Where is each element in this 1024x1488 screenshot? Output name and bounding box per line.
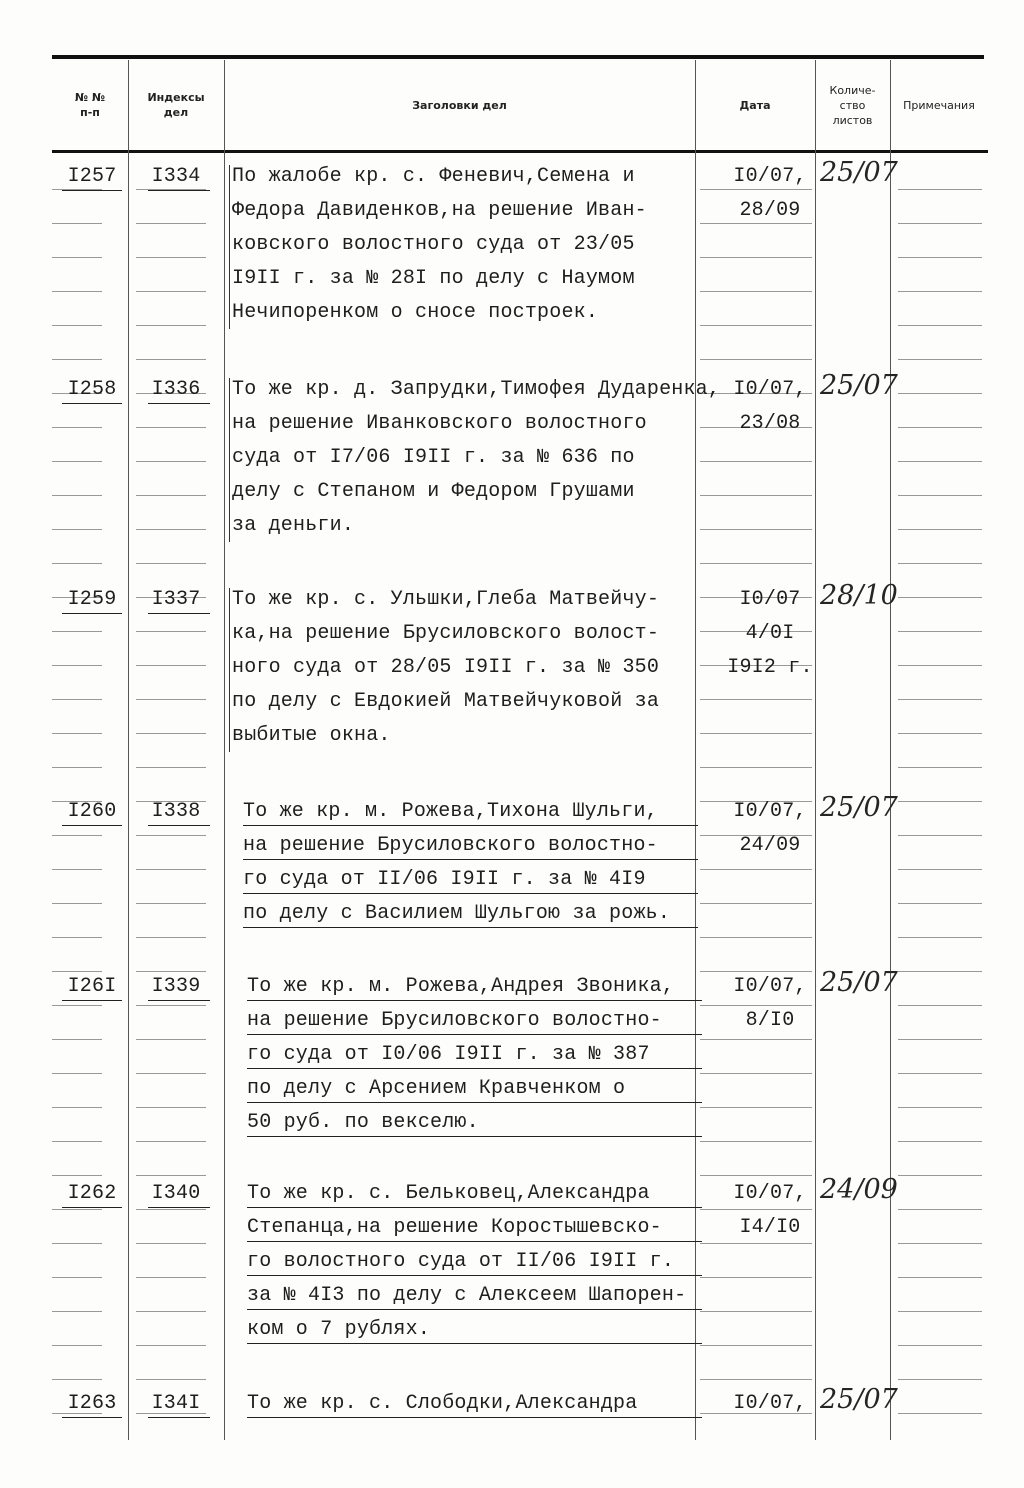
record-sheets: 24/09: [820, 1174, 898, 1205]
ruled-line: [700, 1005, 812, 1006]
ruled-line: [52, 937, 102, 938]
header-top-rule: [52, 55, 984, 59]
ruled-line: [898, 699, 982, 700]
ruled-line: [136, 1311, 206, 1312]
record-title-line: 50 руб. по векселю.: [247, 1111, 479, 1134]
header-index-line: Индексы: [147, 91, 205, 104]
ruled-line: [52, 495, 102, 496]
ruled-line: [898, 427, 982, 428]
ruled-line: [898, 461, 982, 462]
ruled-line: [52, 1073, 102, 1074]
ruled-line: [247, 1343, 702, 1344]
ruled-line: [52, 971, 102, 972]
ruled-line: [898, 1107, 982, 1108]
record-title-line: По жалобе кр. с. Феневич,Семена и: [232, 165, 635, 188]
ruled-line: [52, 631, 102, 632]
record-title-line: суда от I7/06 I9II г. за № 636 по: [232, 446, 635, 469]
record-number: I258: [67, 378, 117, 401]
ruled-line: [136, 1107, 206, 1108]
record-index: I334: [151, 165, 201, 188]
ruled-line: [898, 325, 982, 326]
ruled-line: [52, 1107, 102, 1108]
ruled-line: [898, 529, 982, 530]
ruled-line: [898, 767, 982, 768]
ruled-line: [52, 223, 102, 224]
ruled-line: [898, 733, 982, 734]
ruled-line: [148, 403, 210, 404]
ruled-line: [136, 1005, 206, 1006]
ruled-line: [700, 1175, 812, 1176]
ruled-line: [898, 1277, 982, 1278]
record-title-line: го волостного суда от II/06 I9II г.: [247, 1250, 675, 1273]
ruled-line: [52, 1379, 102, 1380]
record-date-line: 23/08: [739, 412, 801, 435]
ruled-line: [898, 257, 982, 258]
ruled-line: [136, 1277, 206, 1278]
ruled-line: [898, 869, 982, 870]
ruled-line: [136, 937, 206, 938]
ruled-line: [136, 223, 206, 224]
record-date-line: I0/07,: [733, 800, 807, 823]
record-title-line: ка,на решение Брусиловского волост-: [232, 622, 660, 645]
ruled-line: [136, 427, 206, 428]
ruled-line: [52, 1345, 102, 1346]
record-title-line: за деньги.: [232, 514, 355, 537]
ruled-line: [52, 835, 102, 836]
ruled-line: [148, 613, 210, 614]
record-sheets: 25/07: [820, 1384, 898, 1415]
ruled-line: [52, 1311, 102, 1312]
header-sheets: [815, 62, 890, 148]
ruled-line: [52, 427, 102, 428]
record-number: I259: [67, 588, 117, 611]
ruled-line: [62, 403, 122, 404]
ruled-line: [62, 1207, 122, 1208]
ruled-line: [700, 1379, 812, 1380]
header-title-text: Заголовки дел: [412, 98, 507, 112]
ruled-line: [136, 1209, 206, 1210]
ruled-line: [700, 1243, 812, 1244]
header-number: [52, 62, 128, 148]
ruled-line: [898, 1345, 982, 1346]
ruled-line: [136, 1243, 206, 1244]
ruled-line: [898, 291, 982, 292]
ruled-line: [136, 1175, 206, 1176]
record-title-line: Нечипоренком о сносе построек.: [232, 301, 599, 324]
ruled-line: [136, 699, 206, 700]
record-sheets: 25/07: [820, 370, 898, 401]
ruled-line: [136, 1345, 206, 1346]
record-date-line: 8/I0: [745, 1009, 795, 1032]
ruled-line: [62, 1000, 122, 1001]
ruled-line: [898, 835, 982, 836]
ruled-line: [898, 1039, 982, 1040]
ruled-line: [247, 1309, 702, 1310]
ruled-line: [898, 393, 982, 394]
ruled-line: [136, 1039, 206, 1040]
record-date-line: 24/09: [739, 834, 801, 857]
ruled-line: [52, 529, 102, 530]
ruled-line: [52, 903, 102, 904]
ruled-line: [898, 223, 982, 224]
ruled-line: [700, 461, 812, 462]
record-date-line: I0/07,: [733, 165, 807, 188]
ruled-line: [247, 1000, 702, 1001]
record-title-line: Федора Давиденков,на решение Иван-: [232, 199, 647, 222]
ruled-line: [136, 359, 206, 360]
ruled-line: [52, 665, 102, 666]
ruled-line: [52, 1209, 102, 1210]
ruled-line: [136, 767, 206, 768]
header-date-text: Дата: [739, 98, 771, 112]
record-number: I263: [67, 1392, 117, 1415]
ruled-line: [243, 825, 698, 826]
ruled-line: [136, 971, 206, 972]
ruled-line: [898, 1141, 982, 1142]
ruled-line: [700, 1209, 812, 1210]
ruled-line: [52, 733, 102, 734]
record-title-line: выбитые окна.: [232, 724, 391, 747]
ruled-line: [136, 665, 206, 666]
ruled-line: [136, 495, 206, 496]
ruled-line: [62, 1417, 122, 1418]
record-title-line: ного суда от 28/05 I9II г. за № 350: [232, 656, 660, 679]
ruled-line: [700, 257, 812, 258]
record-number: I257: [67, 165, 117, 188]
ruled-line: [136, 869, 206, 870]
title-margin-line: [229, 165, 230, 329]
ruled-line: [136, 529, 206, 530]
ruled-line: [52, 291, 102, 292]
header-number-line: № №: [74, 91, 106, 104]
ruled-line: [898, 1243, 982, 1244]
record-title-line: на решение Брусиловского волостно-: [243, 834, 658, 857]
ruled-line: [136, 903, 206, 904]
ruled-line: [52, 869, 102, 870]
ruled-line: [700, 937, 812, 938]
record-number: I262: [67, 1182, 117, 1205]
ruled-line: [700, 1311, 812, 1312]
ruled-line: [136, 461, 206, 462]
ruled-line: [700, 223, 812, 224]
ruled-line: [52, 563, 102, 564]
ruled-line: [700, 1277, 812, 1278]
header-index-line: дел: [163, 106, 189, 119]
ruled-line: [52, 359, 102, 360]
ruled-line: [136, 1073, 206, 1074]
record-title-line: То же кр. м. Рожева,Андрея Звоника,: [247, 975, 675, 998]
ruled-line: [898, 937, 982, 938]
ruled-line: [243, 927, 698, 928]
ruled-line: [898, 971, 982, 972]
ruled-line: [898, 1073, 982, 1074]
ruled-line: [700, 699, 812, 700]
record-title-line: ком о 7 рублях.: [247, 1318, 431, 1341]
record-number: I260: [67, 800, 117, 823]
ruled-line: [898, 801, 982, 802]
record-sheets: 28/10: [820, 580, 898, 611]
ruled-line: [898, 1311, 982, 1312]
header-title: [224, 62, 695, 148]
record-date-line: 28/09: [739, 199, 801, 222]
record-title-line: за № 4I3 по делу с Алексеем Шапорен-: [247, 1284, 687, 1307]
record-index: I336: [151, 378, 201, 401]
ruled-line: [247, 1102, 702, 1103]
ruled-line: [247, 1068, 702, 1069]
ruled-line: [136, 563, 206, 564]
ruled-line: [700, 495, 812, 496]
ruled-line: [247, 1417, 702, 1418]
ruled-line: [898, 1209, 982, 1210]
record-date-line: I0/07: [739, 588, 801, 611]
ruled-line: [62, 613, 122, 614]
ruled-line: [52, 461, 102, 462]
record-date-line: I0/07,: [733, 1392, 807, 1415]
ruled-line: [52, 1277, 102, 1278]
ruled-line: [700, 903, 812, 904]
record-title-line: на решение Брусиловского волостно-: [247, 1009, 662, 1032]
record-date-line: I0/07,: [733, 975, 807, 998]
ruled-line: [700, 869, 812, 870]
record-index: I34I: [151, 1392, 201, 1415]
ruled-line: [898, 903, 982, 904]
record-title-line: делу с Степаном и Федором Грушами: [232, 480, 635, 503]
ruled-line: [148, 190, 210, 191]
ruled-line: [52, 1039, 102, 1040]
record-sheets: 25/07: [820, 967, 898, 998]
record-sheets: 25/07: [820, 157, 898, 188]
ruled-line: [136, 257, 206, 258]
record-date-line: I0/07,: [733, 378, 807, 401]
record-sheets: 25/07: [820, 792, 898, 823]
record-title-line: То же кр. с. Слободки,Александра: [247, 1392, 638, 1415]
header-notes: [890, 62, 988, 148]
ruled-line: [52, 1005, 102, 1006]
ruled-line: [898, 359, 982, 360]
ruled-line: [700, 733, 812, 734]
ruled-line: [62, 190, 122, 191]
ruled-line: [898, 597, 982, 598]
ruled-line: [898, 1005, 982, 1006]
ruled-line: [247, 1207, 702, 1208]
ruled-line: [700, 1107, 812, 1108]
record-title-line: I9II г. за № 28I по делу с Наумом: [232, 267, 635, 290]
header-index: [128, 62, 224, 148]
header-notes-text: Примечания: [903, 98, 975, 112]
ruled-line: [52, 1243, 102, 1244]
ruled-line: [136, 325, 206, 326]
ruled-line: [136, 733, 206, 734]
record-index: I340: [151, 1182, 201, 1205]
ruled-line: [700, 1039, 812, 1040]
column-separator: [695, 60, 696, 1440]
header-sheets-line: листов: [832, 113, 873, 127]
ruled-line: [136, 1379, 206, 1380]
ruled-line: [148, 1000, 210, 1001]
ruled-line: [700, 1141, 812, 1142]
ruled-line: [700, 767, 812, 768]
record-title-line: То же кр. м. Рожева,Тихона Шульги,: [243, 800, 658, 823]
record-title-line: То же кр. с. Бельковец,Александра: [247, 1182, 650, 1205]
record-title-line: по делу с Арсением Кравченком о: [247, 1077, 626, 1100]
column-separator: [128, 60, 129, 1440]
ruled-line: [52, 1141, 102, 1142]
ruled-line: [700, 563, 812, 564]
header-date: [695, 62, 815, 148]
record-title-line: То же кр. д. Запрудки,Тимофея Дударенка,: [232, 378, 721, 401]
record-date-line: I0/07,: [733, 1182, 807, 1205]
ruled-line: [898, 563, 982, 564]
record-number: I26I: [67, 975, 117, 998]
ruled-line: [898, 1175, 982, 1176]
ruled-line: [148, 825, 210, 826]
record-date-line: I9I2 г.: [727, 656, 813, 679]
header-number-line: п-п: [80, 106, 100, 119]
ruled-line: [898, 631, 982, 632]
ruled-line: [700, 1345, 812, 1346]
ruled-line: [148, 1417, 210, 1418]
ruled-line: [136, 835, 206, 836]
record-title-line: по делу с Евдокией Матвейчуковой за: [232, 690, 660, 713]
record-index: I338: [151, 800, 201, 823]
ruled-line: [700, 189, 812, 190]
header-sheets-line: ство: [839, 98, 866, 112]
ruled-line: [136, 631, 206, 632]
title-margin-line: [229, 378, 230, 542]
record-title-line: го суда от I0/06 I9II г. за № 387: [247, 1043, 650, 1066]
ruled-line: [243, 859, 698, 860]
ruled-line: [148, 1207, 210, 1208]
ruled-line: [52, 699, 102, 700]
ruled-line: [700, 291, 812, 292]
ruled-line: [247, 1275, 702, 1276]
ruled-line: [136, 1141, 206, 1142]
ruled-line: [898, 1413, 982, 1414]
ruled-line: [52, 767, 102, 768]
ruled-line: [136, 291, 206, 292]
column-separator: [890, 60, 891, 1440]
header-bottom-rule: [52, 150, 988, 153]
ruled-line: [700, 971, 812, 972]
ruled-line: [52, 325, 102, 326]
record-title-line: ковского волостного суда от 23/05: [232, 233, 635, 256]
ruled-line: [898, 1379, 982, 1380]
ruled-line: [52, 1175, 102, 1176]
ruled-line: [898, 665, 982, 666]
ruled-line: [247, 1136, 702, 1137]
ruled-line: [52, 257, 102, 258]
record-title-line: Степанца,на решение Коростышевско-: [247, 1216, 662, 1239]
record-date-line: 4/0I: [745, 622, 795, 645]
ruled-line: [247, 1034, 702, 1035]
record-title-line: по делу с Василием Шульгою за рожь.: [243, 902, 671, 925]
ruled-line: [898, 495, 982, 496]
ruled-line: [243, 893, 698, 894]
column-separator: [815, 60, 816, 1440]
title-margin-line: [229, 588, 230, 752]
ruled-line: [700, 1073, 812, 1074]
ruled-line: [62, 825, 122, 826]
record-title-line: То же кр. с. Ульшки,Глеба Матвейчу-: [232, 588, 660, 611]
ruled-line: [700, 325, 812, 326]
ruled-line: [898, 189, 982, 190]
record-title-line: го суда от II/06 I9II г. за № 4I9: [243, 868, 646, 891]
header-sheets-line: Количе-: [829, 83, 876, 97]
record-title-line: на решение Иванковского волостного: [232, 412, 647, 435]
record-index: I337: [151, 588, 201, 611]
ruled-line: [700, 359, 812, 360]
ruled-line: [247, 1241, 702, 1242]
column-separator: [224, 60, 225, 1440]
record-date-line: I4/I0: [739, 1216, 801, 1239]
ruled-line: [700, 529, 812, 530]
record-index: I339: [151, 975, 201, 998]
